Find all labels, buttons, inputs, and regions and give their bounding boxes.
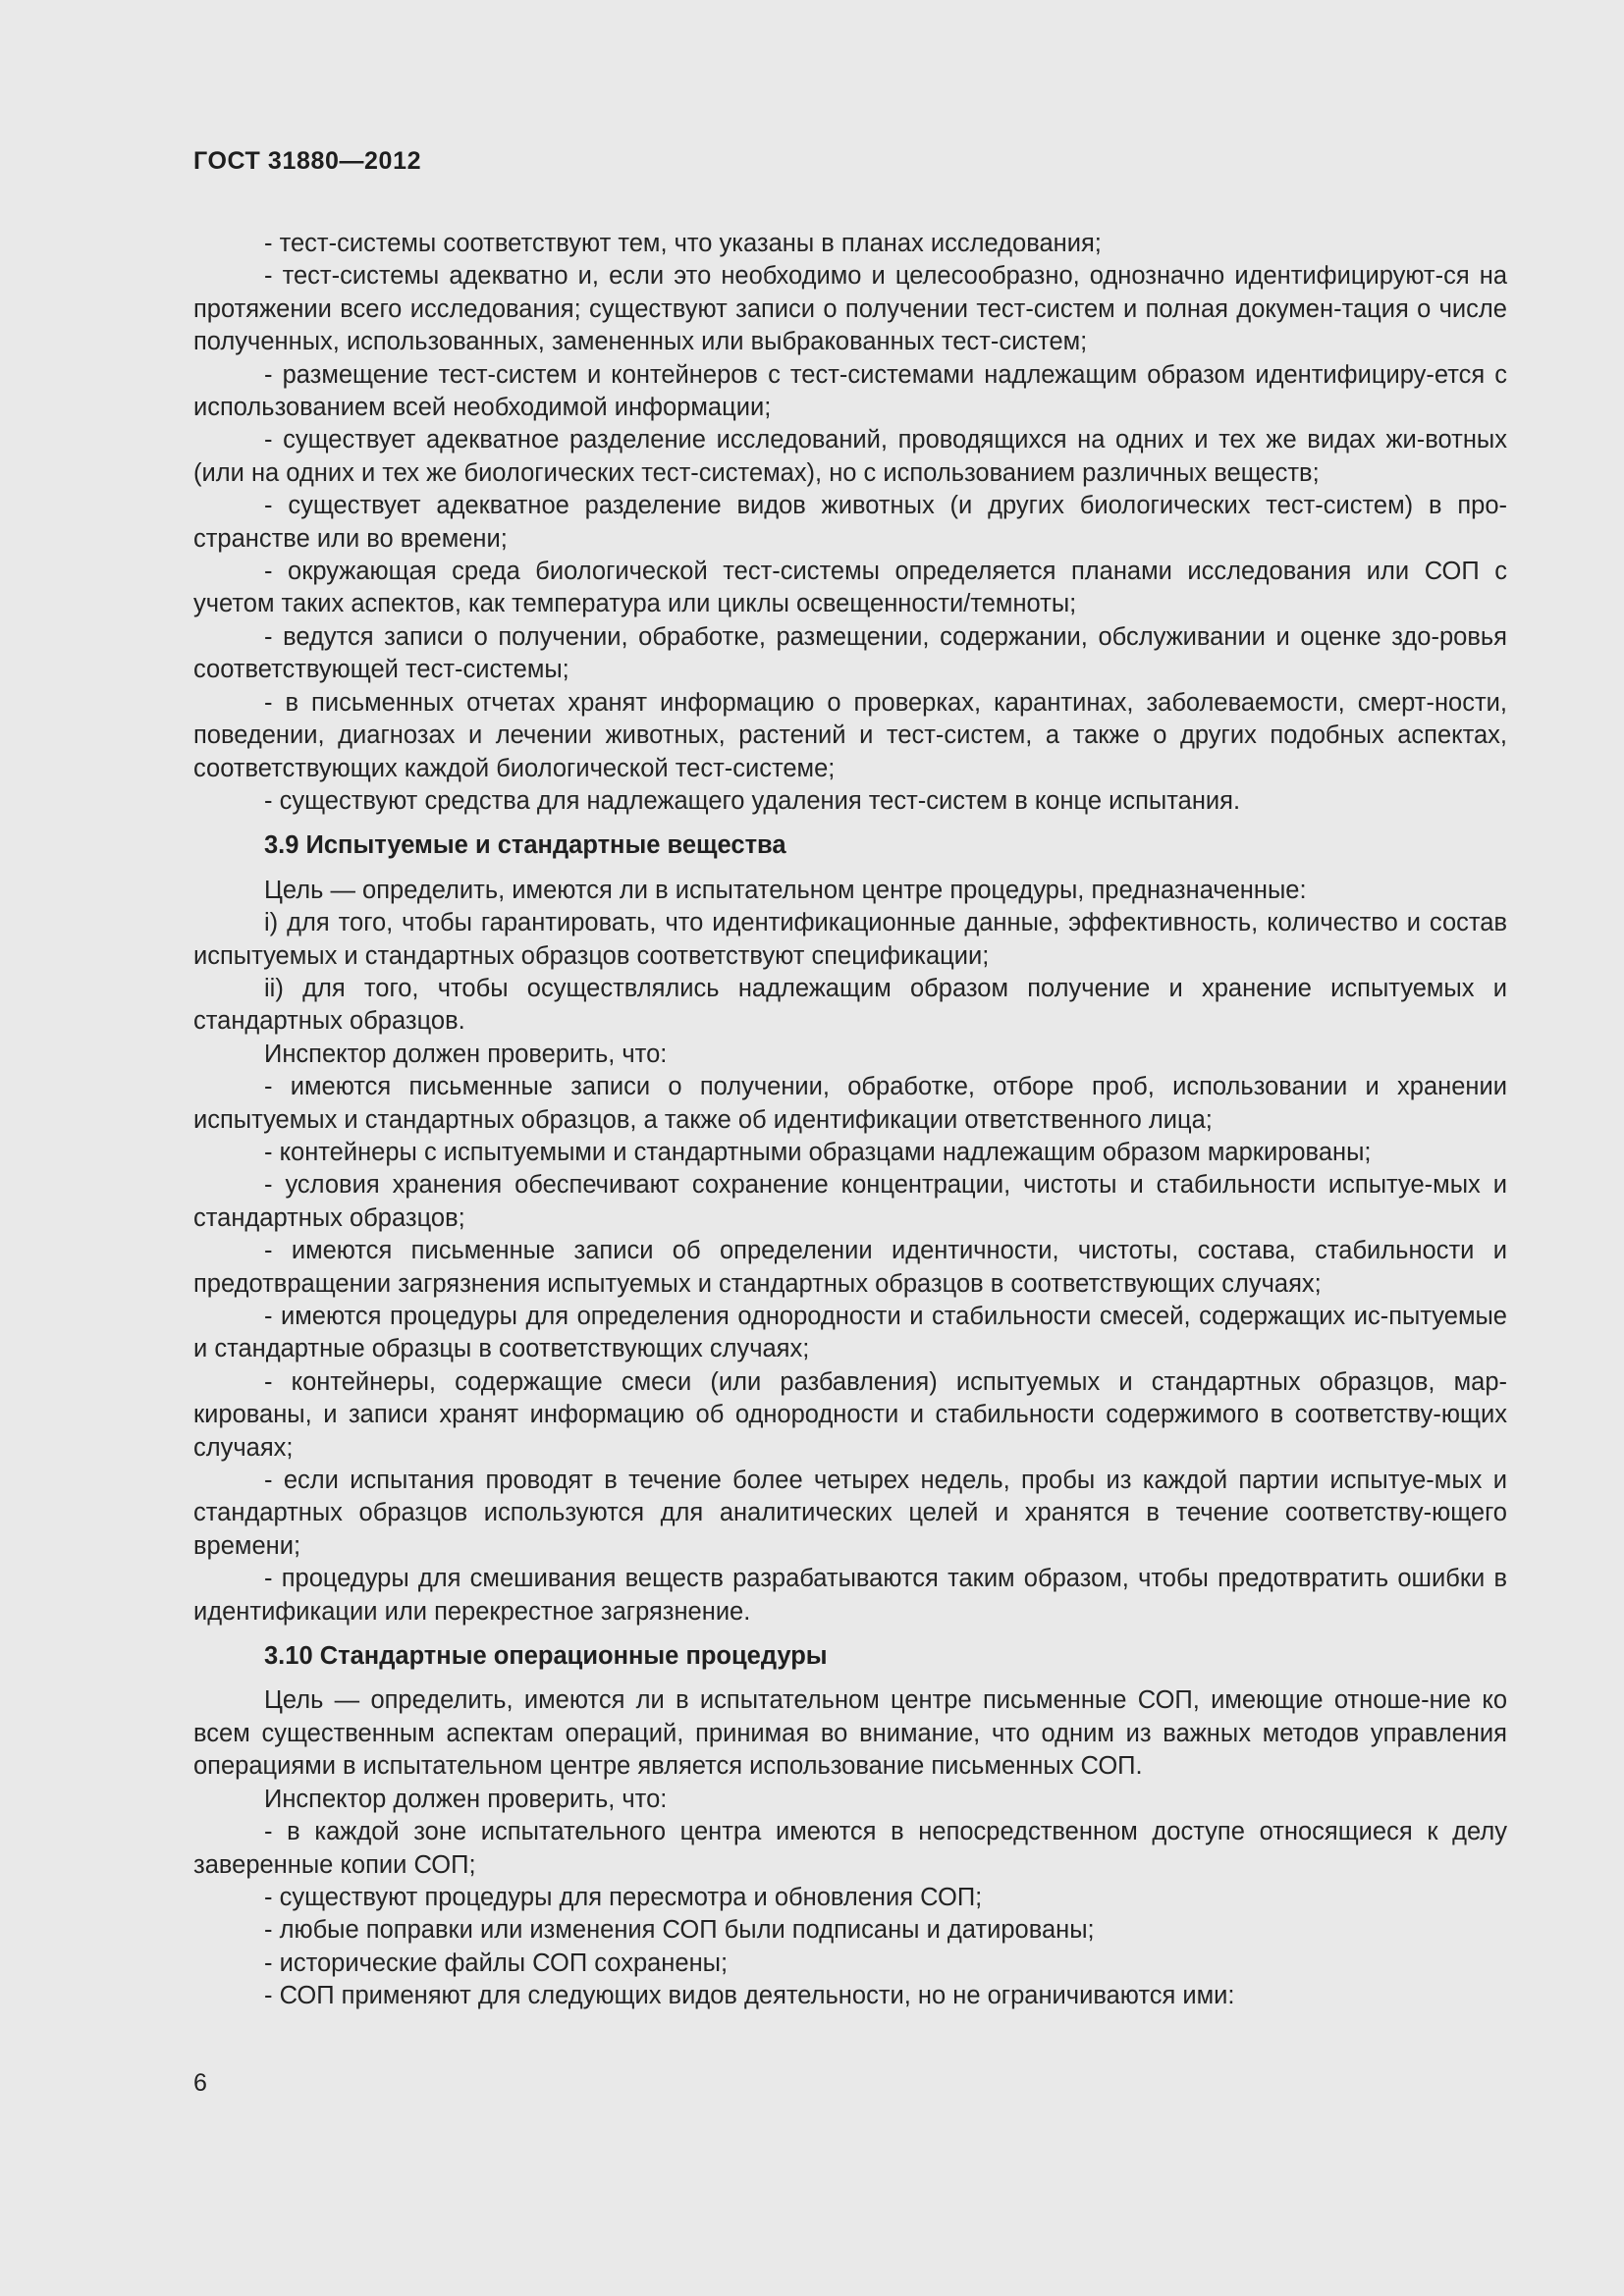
document-body — [193, 228, 1507, 2013]
paragraph: Инспектор должен проверить, что: — [264, 1040, 668, 1068]
section-heading-3-9: 3.9 Испытуемые и стандартные вещества — [264, 831, 786, 860]
list-item: - существует адекватное разделение исследований, проводящихся на одних и тех же видах жи-вотных (или на одних и тех же биологических тест-системах), но с использованием различных веществ; — [193, 426, 1507, 487]
list-item: - в письменных отчетах хранят информацию о проверках, карантинах, заболеваемости, смерт-ности, поведении, диагнозах и лечении животных, растений и тест-систем, а также о других подобных аспектах, соответствующих каждой биологической тест-системе; — [193, 688, 1507, 782]
list-item: - существует адекватное разделение видов животных (и других биологических тест-систем) в про-странстве или во времени; — [193, 492, 1507, 553]
paragraph: Цель — определить, имеются ли в испытательном центре письменные СОП, имеющие отноше-ние ко всем существенным аспектам операций, принимая во внимание, что одним из важных методов управления операциями в испытательном центре является использование письменных СОП. — [193, 1686, 1507, 1781]
list-item: - СОП применяют для следующих видов деятельности, но не ограничиваются ими: — [264, 1982, 1235, 2010]
list-item: - любые поправки или изменения СОП были подписаны и датированы; — [264, 1916, 1095, 1945]
paragraph: Инспектор должен проверить, что: — [264, 1785, 668, 1813]
list-item: - размещение тест-систем и контейнеров с тест-системами надлежащим образом идентифициру-ется с использованием всей необходимой информации; — [193, 360, 1507, 422]
document-code-header: ГОСТ 31880—2012 — [193, 147, 422, 175]
list-item: - ведутся записи о получении, обработке, размещении, содержании, обслуживании и оценке здо-ровья соответствующей тест-системы; — [193, 622, 1507, 684]
list-item: - имеются письменные записи об определении идентичности, чистоты, состава, стабильности и предотвращении загрязнения испытуемых и стандартных образцов в соответствующих случаях; — [193, 1237, 1507, 1298]
list-item: - контейнеры, содержащие смеси (или разбавления) испытуемых и стандартных образцов, мар-кированы, и записи хранят информацию об однородности и стабильности содержимого в соответству-ющих случаях; — [193, 1367, 1507, 1462]
list-item: - имеются процедуры для определения однородности и стабильности смесей, содержащих ис-пытуемые и стандартные образцы в соответствующих случаях; — [193, 1303, 1507, 1363]
list-item: - процедуры для смешивания веществ разрабатываются таким образом, чтобы предотвратить ошибки в идентификации или перекрестное загрязнение. — [193, 1565, 1507, 1626]
list-item: - если испытания проводят в течение более четырех недель, пробы из каждой партии испытуе-мых и стандартных образцов используются для аналитических целей и хранятся в течение соответству-ющего времени; — [193, 1467, 1507, 1560]
list-item: - тест-системы адекватно и, если это необходимо и целесообразно, однозначно идентифицируют-ся на протяжении всего исследования; существуют записи о получении тест-систем и полная докумен-тация о числе полученных, использованных, замененных или выбракованных тест-систем; — [193, 262, 1507, 356]
list-item: - исторические файлы СОП сохранены; — [264, 1949, 729, 1977]
list-item: - условия хранения обеспечивают сохранение концентрации, чистоты и стабильности испытуе-мых и стандартных образцов; — [193, 1171, 1507, 1232]
list-item: - контейнеры с испытуемыми и стандартными образцами надлежащим образом маркированы; — [264, 1138, 1372, 1166]
paragraph: Цель — определить, имеются ли в испытательном центре процедуры, предназначенные: — [264, 876, 1307, 904]
list-item: - имеются письменные записи о получении, обработке, отборе проб, использовании и хранении испытуемых и стандартных образцов, а также об идентификации ответственного лица; — [193, 1073, 1507, 1134]
section-heading-3-10: 3.10 Стандартные операционные процедуры — [264, 1642, 828, 1671]
list-item: - окружающая среда биологической тест-системы определяется планами исследования или СОП с учетом таких аспектов, как температура или циклы освещенности/темноты; — [193, 558, 1507, 618]
paragraph: ii) для того, чтобы осуществлялись надлежащим образом получение и хранение испытуемых и стандартных образцов. — [193, 974, 1507, 1036]
list-item: - тест-системы соответствуют тем, что указаны в планах исследования; — [264, 230, 1102, 257]
page-number: 6 — [193, 2069, 207, 2097]
list-item: - существуют средства для надлежащего удаления тест-систем в конце испытания. — [264, 786, 1241, 815]
list-item: - существуют процедуры для пересмотра и обновления СОП; — [264, 1883, 983, 1911]
list-item: - в каждой зоне испытательного центра имеются в непосредственном доступе относящиеся к делу заверенные копии СОП; — [193, 1818, 1507, 1879]
paragraph: i) для того, чтобы гарантировать, что идентификационные данные, эффективность, количество и состав испытуемых и стандартных образцов соответствуют спецификации; — [193, 909, 1507, 970]
